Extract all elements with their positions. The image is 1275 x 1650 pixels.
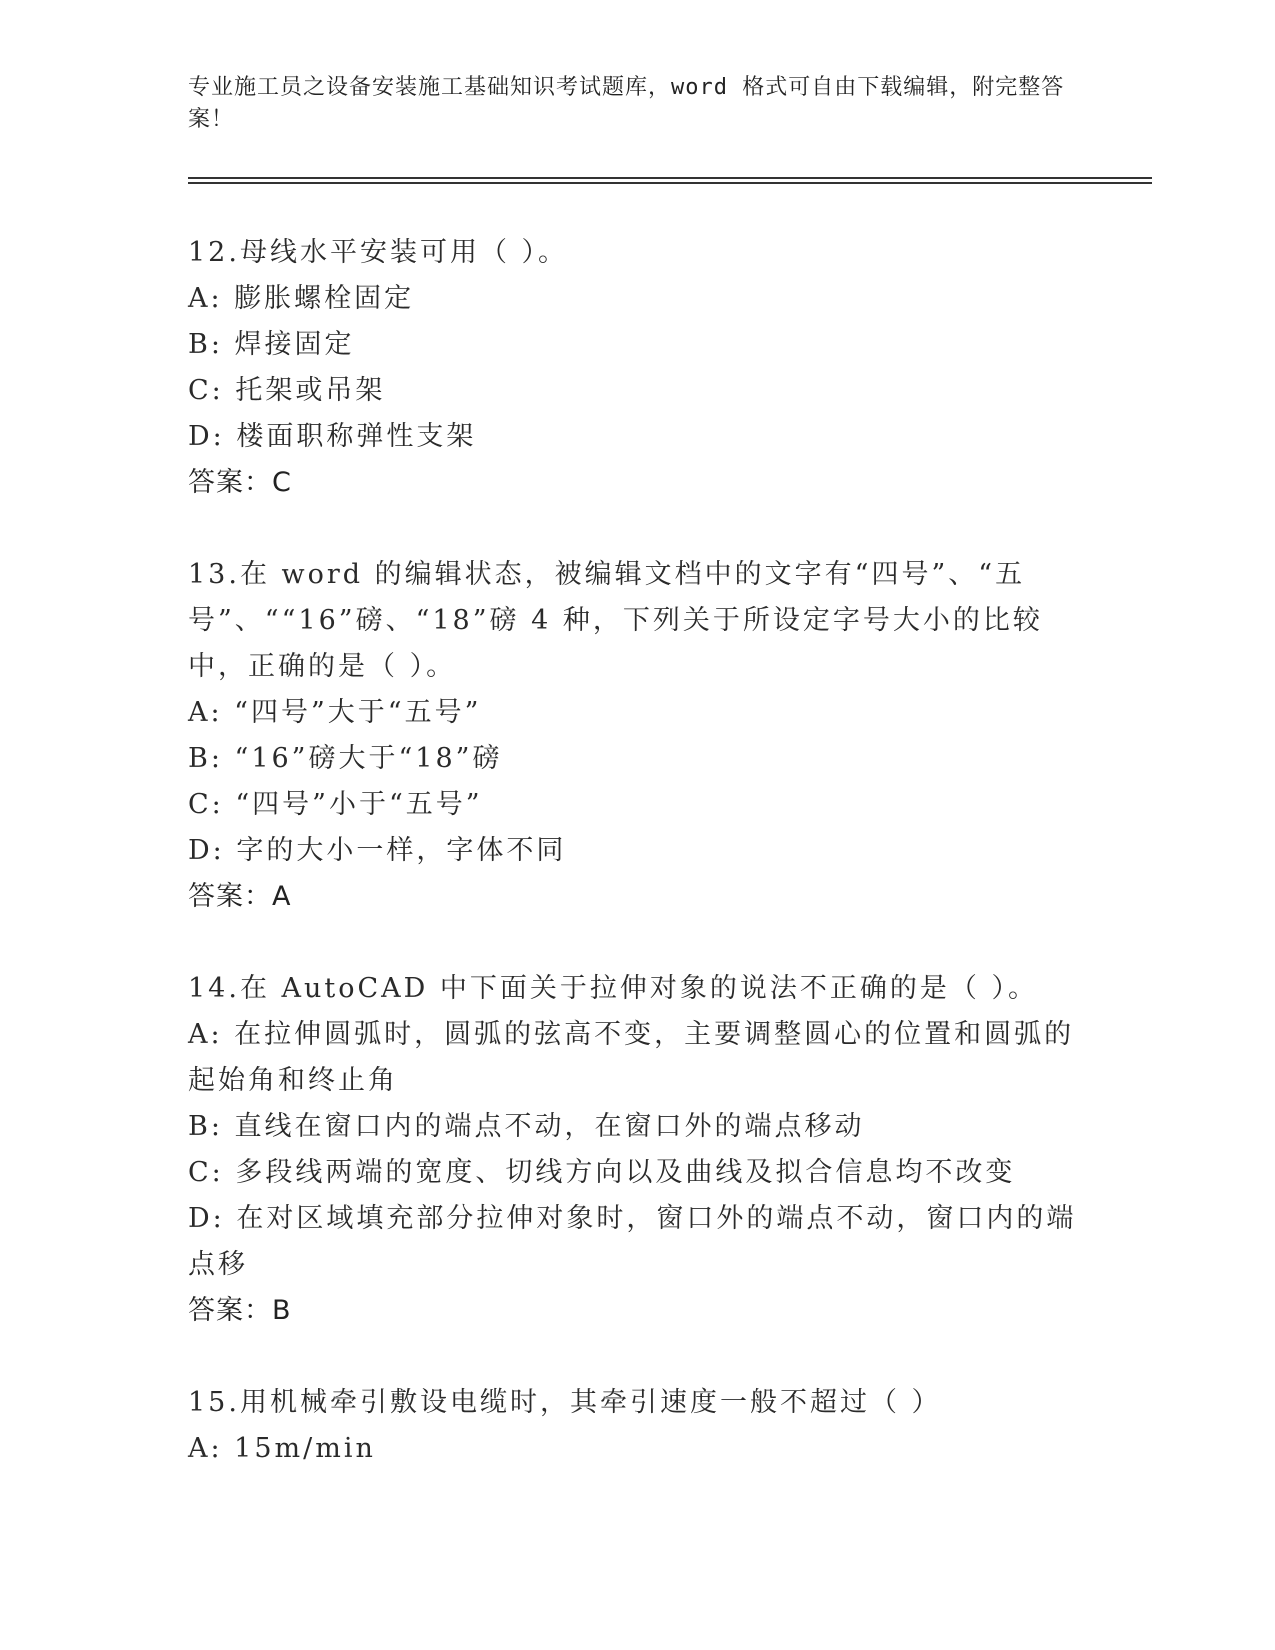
answer-line: 答案：C bbox=[188, 467, 292, 498]
option-a: A: 15m/min bbox=[188, 1433, 376, 1464]
answer-line: 答案：A bbox=[188, 881, 292, 912]
document-header: 专业施工员之设备安装施工基础知识考试题库，word 格式可自由下载编辑，附完整答案！ bbox=[188, 75, 1065, 132]
option-a: A: 在拉伸圆弧时，圆弧的弦高不变，主要调整圆心的位置和圆弧的起始角和终止角 bbox=[188, 1019, 1075, 1096]
option-c: C: “四号”小于“五号” bbox=[188, 789, 483, 820]
question-stem: 15.用机械牵引敷设电缆时，其牵引速度一般不超过（ ） bbox=[188, 1387, 942, 1418]
option-c: C: 多段线两端的宽度、切线方向以及曲线及拟合信息均不改变 bbox=[188, 1157, 1016, 1188]
question-15 bbox=[188, 1380, 1088, 1472]
option-b: B: “16”磅大于“18”磅 bbox=[188, 743, 503, 774]
option-d: D: 楼面职称弹性支架 bbox=[188, 421, 477, 452]
option-d: D: 在对区域填充部分拉伸对象时，窗口外的端点不动，窗口内的端点移 bbox=[188, 1203, 1077, 1280]
question-list bbox=[188, 230, 1088, 1518]
question-stem: 13.在 word 的编辑状态，被编辑文档中的文字有“四号”、“五号”、““16”磅、“18”磅 4 种，下列关于所设定字号大小的比较中，正确的是（ ）。 bbox=[188, 559, 1043, 682]
option-a: A: 膨胀螺栓固定 bbox=[188, 283, 415, 314]
option-d: D: 字的大小一样，字体不同 bbox=[188, 835, 567, 866]
question-13 bbox=[188, 552, 1088, 920]
option-c: C: 托架或吊架 bbox=[188, 375, 386, 406]
header-divider-bottom bbox=[188, 182, 1152, 184]
question-stem: 14.在 AutoCAD 中下面关于拉伸对象的说法不正确的是（ ）。 bbox=[188, 973, 1038, 1004]
option-b: B: 焊接固定 bbox=[188, 329, 355, 360]
header-divider-top bbox=[188, 177, 1152, 179]
question-14 bbox=[188, 966, 1088, 1334]
option-b: B: 直线在窗口内的端点不动，在窗口外的端点移动 bbox=[188, 1111, 865, 1142]
answer-line: 答案：B bbox=[188, 1295, 292, 1326]
option-a: A: “四号”大于“五号” bbox=[188, 697, 482, 728]
question-stem: 12.母线水平安装可用（ ）。 bbox=[188, 237, 569, 268]
question-12 bbox=[188, 230, 1088, 506]
